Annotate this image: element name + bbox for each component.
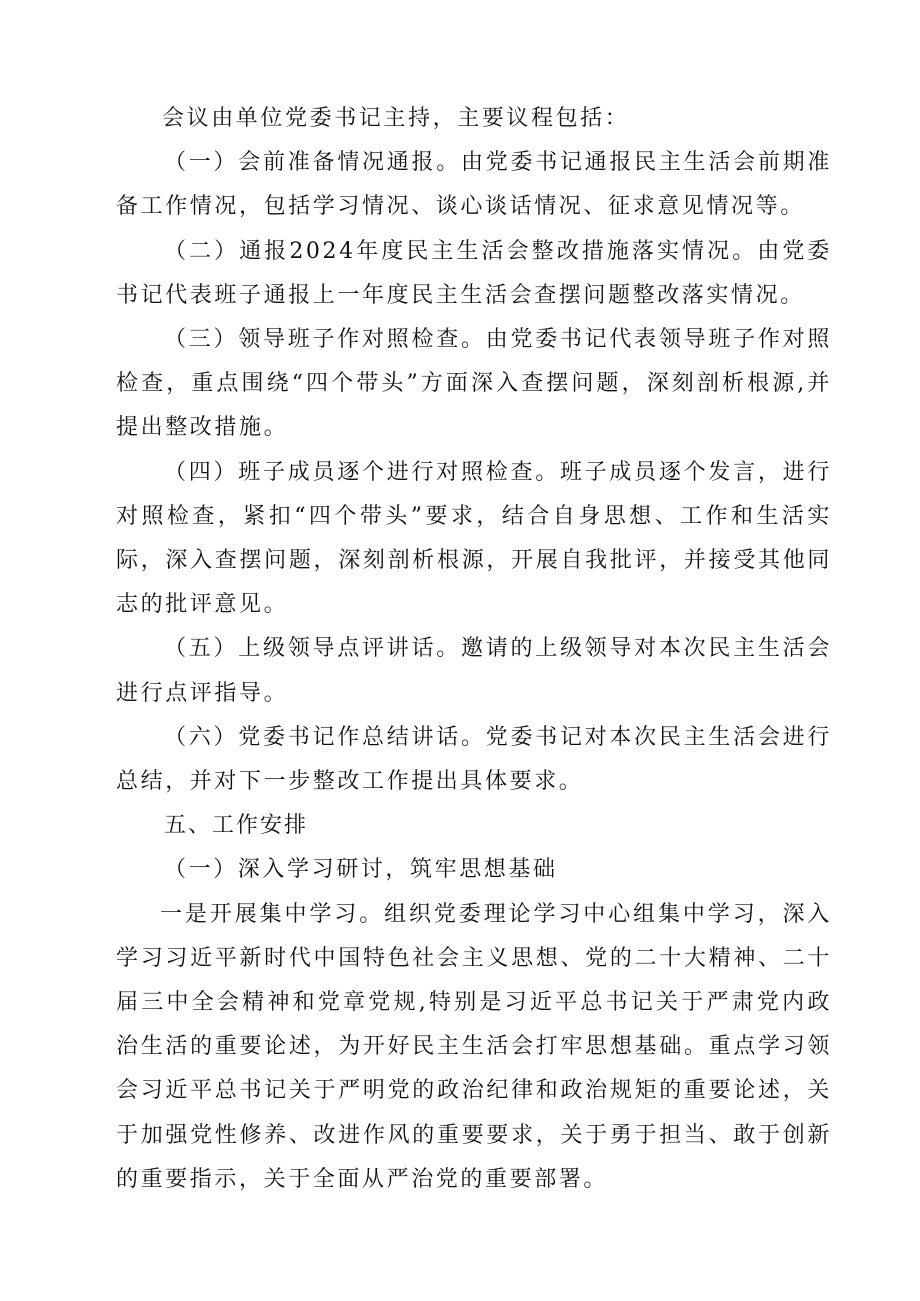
document-body [116, 97, 832, 1202]
agenda-item-3: （三）领导班子作对照检查。由党委书记代表领导班子作对照检查，重点围绕“四个带头”方面深入查摆问题，深刻剖析根源,并提出整改措施。 [116, 327, 832, 441]
study-paragraph: 一是开展集中学习。组织党委理论学习中心组集中学习，深入学习习近平新时代中国特色社会主义思想、党的二十大精神、二十届三中全会精神和党章党规,特别是习近平总书记关于严肃党内政治生活的重要论述，为开好民主生活会打牢思想基础。重点学习领会习近平总书记关于严明党的政治纪律和政治规矩的重要论述，关于加强党性修养、改进作风的重要要求，关于勇于担当、敢于创新的重要指示，关于全面从严治党的重要部署。 [116, 901, 832, 1192]
agenda-item-6: （六）党委书记作总结讲话。党委书记对本次民主生活会进行总结，并对下一步整改工作提出具体要求。 [116, 724, 832, 795]
agenda-item-2: （二）通报2024年度民主生活会整改措施落实情况。由党委书记代表班子通报上一年度民主生活会查摆问题整改落实情况。 [116, 238, 832, 308]
agenda-item-4: （四）班子成员逐个进行对照检查。班子成员逐个发言，进行对照检查，紧扣“四个带头”要求，结合自身思想、工作和生活实际，深入查摆问题，深刻剖析根源，开展自我批评，并接受其他同志的批评意见。 [116, 459, 832, 618]
subsection-heading: （一）深入学习研讨，筑牢思想基础 [164, 857, 558, 883]
agenda-item-1: （一）会前准备情况通报。由党委书记通报民主生活会前期准备工作情况，包括学习情况、谈心谈话情况、征求意见情况等。 [116, 150, 832, 220]
agenda-item-5: （五）上级领导点评讲话。邀请的上级领导对本次民主生活会进行点评指导。 [116, 636, 832, 706]
intro-paragraph: 会议由单位党委书记主持，主要议程包括： [162, 106, 630, 131]
section-heading: 五、工作安排 [164, 813, 309, 839]
